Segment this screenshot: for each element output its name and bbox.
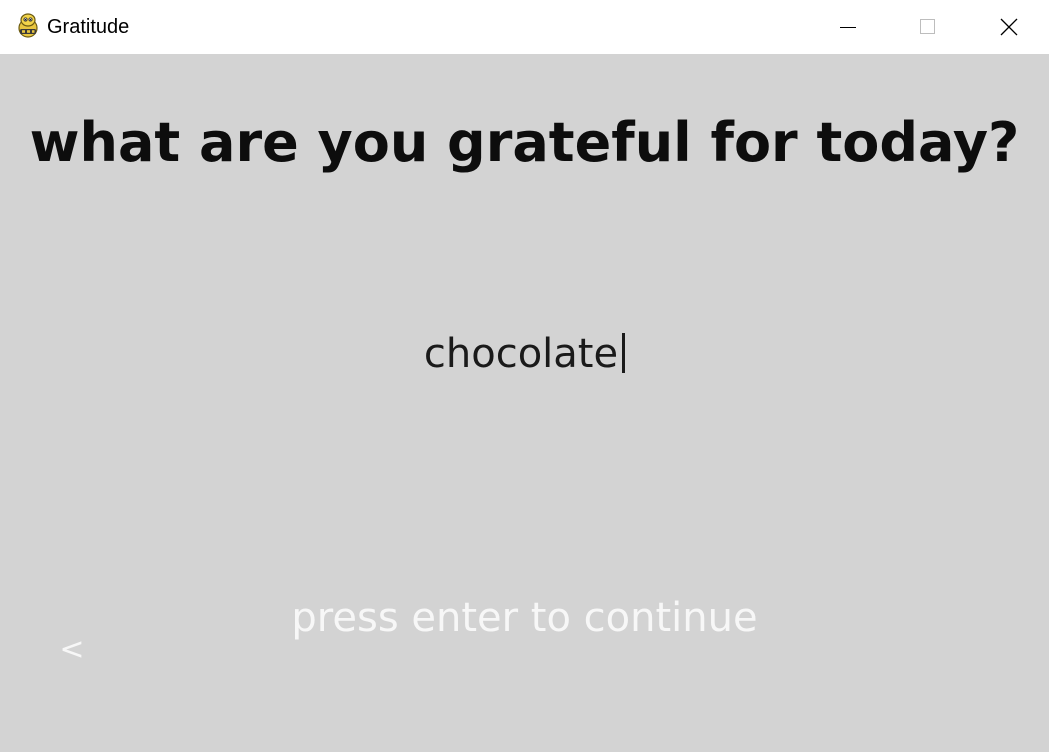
gratitude-prompt-heading: what are you grateful for today?	[29, 111, 1020, 174]
close-icon	[1000, 18, 1018, 36]
entry-text: chocolate	[423, 331, 619, 377]
minimize-icon	[840, 19, 856, 35]
continue-hint: press enter to continue	[291, 595, 758, 641]
maximize-button[interactable]	[888, 0, 968, 54]
close-button[interactable]	[969, 0, 1049, 54]
pygame-snake-icon	[16, 13, 40, 39]
maximize-icon	[920, 19, 936, 35]
text-cursor	[622, 333, 625, 373]
minimize-button[interactable]	[808, 0, 888, 54]
gratitude-text-input[interactable]	[0, 328, 1049, 380]
window-title: Gratitude	[47, 16, 130, 38]
title-bar[interactable]	[0, 0, 1049, 54]
back-button[interactable]: <	[59, 632, 85, 667]
